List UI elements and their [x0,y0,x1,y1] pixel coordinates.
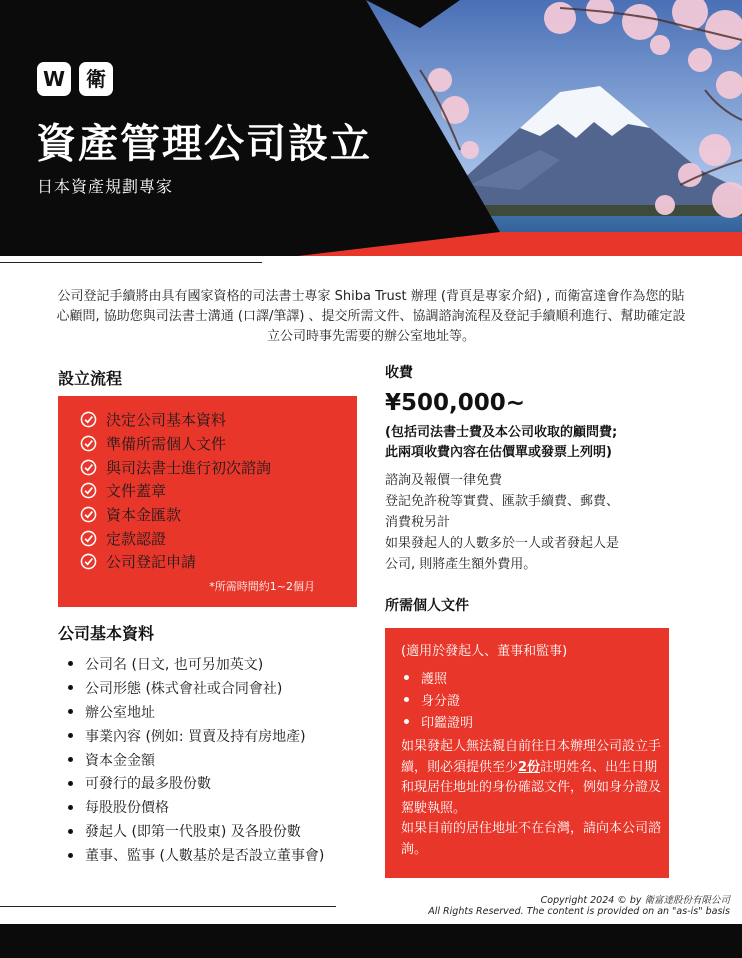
check-circle-icon [80,506,97,523]
bullet-icon [68,757,73,762]
process-step [80,503,271,527]
process-heading: 設立流程 [58,369,123,388]
bullet-icon [68,805,73,810]
documents-applies-to: (適用於發起人、董事和監事) [401,644,568,659]
basic-info-heading: 公司基本資料 [58,624,155,643]
fee-details [385,470,619,575]
check-circle-icon [80,411,97,428]
basic-info-item [68,819,324,843]
basic-info-label: 發起人 (即第一代股東) 及各股份數 [85,824,301,841]
document-item-label: 身分證 [421,693,461,709]
basic-info-item [68,795,324,819]
detail-text: 如果發起人無法親自前往日本辦理公司設立手續，則必須提供至少 [401,739,662,775]
process-duration-note: *所需時間約1~2個月 [209,580,315,593]
bullet-icon [68,853,73,858]
bullet-icon [68,709,73,714]
check-circle-icon [80,553,97,570]
fee-detail-line: 消費稅另計 [385,515,451,530]
documents-heading: 所需個人文件 [385,598,469,614]
detail-emphasis: 2份 [518,759,541,775]
bullet-icon [68,733,73,738]
basic-info-item [68,700,324,724]
page-subtitle: 日本資產規劃專家 [37,177,174,196]
divider [0,906,336,907]
document-item [404,666,473,688]
basic-info-label: 公司名 (日文, 也可另加英文) [85,656,264,673]
basic-info-item [68,843,324,867]
process-step-label: 與司法書士進行初次諮詢 [106,458,272,477]
basic-info-label: 可發行的最多股份數 [85,776,211,793]
basic-info-item [68,652,324,676]
bullet-icon [68,685,73,690]
process-step-label: 準備所需個人文件 [106,435,227,454]
bullet-icon [68,829,73,834]
fee-detail-line: 諮詢及報價一律免費 [385,473,503,488]
check-circle-icon [80,435,97,452]
documents-list [404,666,473,732]
price: ¥500,000~ [385,390,526,416]
basic-info-label: 資本金金額 [85,752,155,769]
footer-bar [0,924,742,958]
basic-info-label: 董事、監事 (人數基於是否設立董事會) [85,848,325,865]
process-step-label: 公司登記申請 [106,553,197,572]
documents-detail-paragraph: 如果目前的居住地址不在台灣，請向本公司諮詢。 [401,821,662,857]
basic-info-list [68,652,324,867]
process-step-label: 決定公司基本資料 [106,411,227,430]
detail-text: 註明姓名、出生日期和現居住地址的身份確認文件，例如身分證及駕駛執照。 [401,759,662,816]
process-step-label: 文件蓋章 [106,482,167,501]
basic-info-label: 公司形態 (株式會社或合同會社) [85,680,283,697]
copyright [428,896,730,917]
process-step [80,432,271,456]
copyright-line: All Rights Reserved. The content is provided on an "as-is" basis [428,905,730,917]
intro-paragraph: 公司登記手續將由具有國家資格的司法書士專家 Shiba Trust 辦理 (背頁是專家介紹) , 而衛富達會作為您的貼心顧問, 協助您與司法書士溝通 (口譯/筆譯) 、提交所需文件、協調諮詢流程及登記手續順利進行、幫助確定設立公司時事先需要的辦公室地址等。 [56,289,686,344]
bullet-icon [404,675,409,680]
check-circle-icon [80,530,97,547]
fees-heading: 收費 [385,365,413,381]
logo [37,62,113,96]
logo-character-mark: 衛 [79,62,113,96]
process-step [80,455,271,479]
process-step-label: 定款認證 [106,529,167,548]
copyright-line: Copyright 2024 © by 衛富達股份有限公司 [540,895,730,906]
logo-w-mark: W [37,62,71,96]
fee-note [385,423,617,463]
basic-info-label: 每股股份價格 [85,800,169,817]
check-circle-icon [80,459,97,476]
bullet-icon [404,719,409,724]
bullet-icon [68,781,73,786]
bullet-icon [404,697,409,702]
check-circle-icon [80,482,97,499]
process-step [80,526,271,550]
page-title: 資產管理公司設立 [36,121,372,167]
fee-detail-line: 公司, 則將產生額外費用。 [385,557,537,572]
basic-info-item [68,724,324,748]
bullet-icon [68,661,73,666]
documents-detail [401,737,663,860]
basic-info-label: 事業內容 (例如: 買賣及持有房地產) [85,728,306,745]
basic-info-item [68,676,324,700]
basic-info-item [68,771,324,795]
document-item-label: 護照 [421,671,448,687]
process-step [80,550,271,574]
document-item-label: 印鑑證明 [421,715,474,731]
process-step [80,479,271,503]
fee-detail-line: 登記免許稅等實費、匯款手續費、郵費、 [385,494,620,509]
document-item [404,710,473,732]
fee-note-line: (包括司法書士費及本公司收取的顧問費; [385,425,618,440]
document-item [404,688,473,710]
process-step-list [80,408,271,574]
fee-note-line: 此兩項收費內容在估價單或發票上列明) [385,445,612,460]
process-step-label: 資本金匯款 [106,506,182,525]
basic-info-item [68,748,324,772]
fee-detail-line: 如果發起人的人數多於一人或者發起人是 [385,536,620,551]
process-step [80,408,271,432]
basic-info-label: 辦公室地址 [85,704,155,721]
divider [0,262,262,263]
documents-detail-paragraph [401,737,663,819]
